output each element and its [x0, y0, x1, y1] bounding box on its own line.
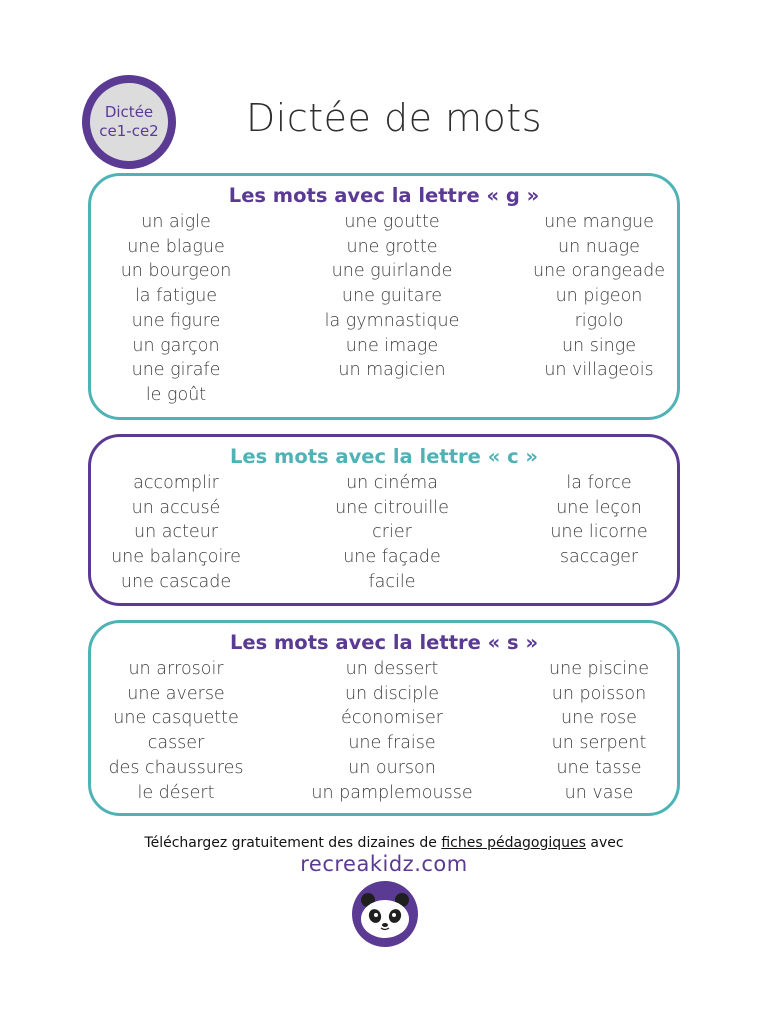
word: la gymnastique	[324, 310, 460, 331]
section-letter-c	[88, 434, 680, 606]
word: une blague	[127, 236, 225, 257]
word: un garçon	[132, 335, 220, 356]
word: un ourson	[348, 757, 436, 778]
section-title: Les mots avec la lettre « c »	[229, 445, 539, 468]
word: une fraise	[348, 733, 436, 754]
word: une grotte	[346, 236, 438, 257]
word: un disciple	[344, 683, 440, 704]
word-column-1	[76, 210, 276, 408]
word: une guirlande	[331, 261, 453, 282]
word: une cascade	[120, 571, 232, 592]
word: économiser	[341, 708, 443, 729]
word: un acteur	[133, 522, 218, 543]
word: le goût	[145, 384, 207, 405]
word: casser	[147, 733, 205, 754]
word: une figure	[131, 310, 221, 331]
word: une girafe	[131, 360, 221, 381]
word: la fatigue	[134, 286, 218, 307]
word-column-2	[292, 471, 492, 595]
word: une casquette	[113, 708, 239, 729]
word: un cinéma	[346, 473, 438, 493]
word: une tasse	[556, 757, 642, 778]
word: un accusé	[131, 497, 221, 518]
footer-text	[0, 835, 768, 851]
word: une image	[345, 335, 439, 356]
word: facile	[368, 571, 416, 592]
word-column-2	[292, 210, 492, 383]
brand-link[interactable]: recreakidz.com	[300, 852, 468, 876]
word: un dessert	[345, 659, 439, 679]
word: une rose	[561, 708, 637, 729]
word: un pigeon	[555, 286, 643, 307]
word: un serpent	[551, 733, 647, 754]
section-letter-g	[88, 173, 680, 420]
word: un villageois	[544, 360, 654, 381]
word: une goutte	[344, 212, 440, 232]
page-title: Dictée de mots	[246, 96, 542, 140]
word-column-3	[499, 471, 699, 570]
word: saccager	[559, 547, 639, 568]
word: un singe	[561, 335, 637, 356]
word: un poisson	[551, 683, 647, 704]
word: une citrouille	[335, 497, 449, 518]
word: un bourgeon	[120, 261, 232, 282]
word-column-1	[76, 471, 276, 595]
word: une leçon	[556, 497, 642, 518]
panda-logo-icon	[346, 881, 424, 947]
word: une mangue	[544, 212, 654, 232]
word: accomplir	[133, 473, 219, 493]
word: une guitare	[341, 286, 443, 307]
word: le désert	[137, 782, 215, 803]
word: un vase	[564, 782, 634, 803]
word: un arrosoir	[128, 659, 224, 679]
footer-text-before: Téléchargez gratuitement des dizaines de	[144, 835, 442, 851]
section-title: Les mots avec la lettre « g »	[228, 184, 540, 207]
badge-line-1: Dictée	[104, 103, 154, 121]
word-column-3	[499, 657, 699, 805]
word-column-1	[76, 657, 276, 805]
word: une balançoire	[111, 547, 241, 568]
word: la force	[566, 473, 632, 493]
word: une piscine	[549, 659, 649, 679]
badge-line-2: ce1-ce2	[99, 122, 159, 140]
section-title: Les mots avec la lettre « s »	[229, 631, 539, 654]
word: un pamplemousse	[311, 782, 473, 803]
word: un aigle	[141, 212, 211, 232]
word: une façade	[343, 547, 441, 568]
word-column-3	[499, 210, 699, 383]
word: rigolo	[574, 310, 624, 331]
word: des chaussures	[108, 757, 244, 778]
word: une orangeade	[532, 261, 666, 282]
word: un nuage	[558, 236, 640, 257]
word-column-2	[292, 657, 492, 805]
word: crier	[372, 522, 412, 543]
section-letter-s	[88, 620, 680, 816]
fiches-link[interactable]: fiches pédagogiques	[441, 835, 586, 851]
word: une averse	[127, 683, 225, 704]
footer-text-after: avec	[585, 835, 624, 851]
word: une licorne	[550, 522, 648, 543]
word: un magicien	[338, 360, 446, 381]
